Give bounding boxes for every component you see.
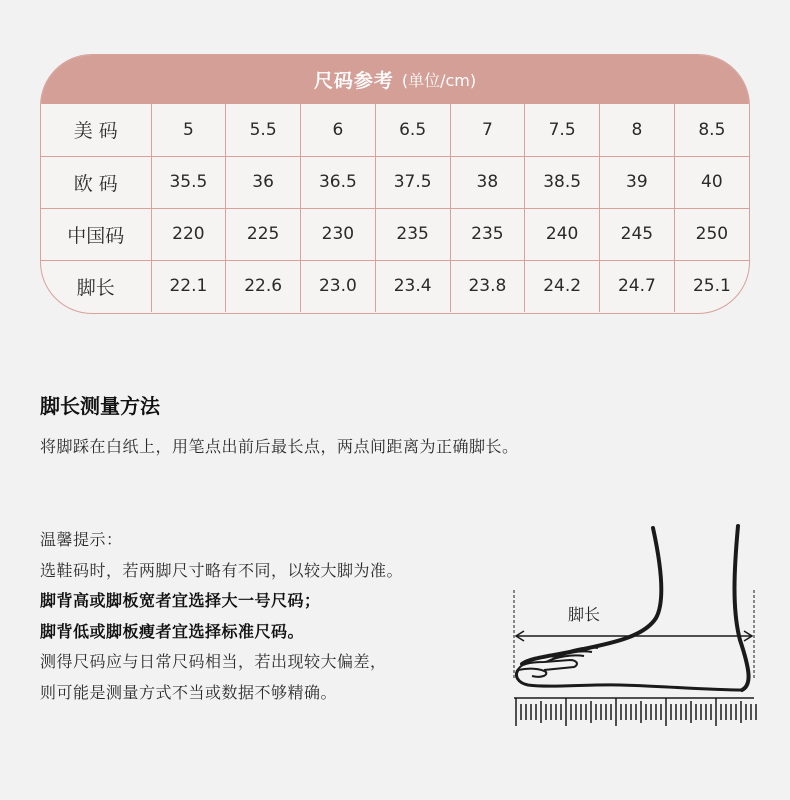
size-chart-unit: (单位/cm) bbox=[401, 71, 477, 90]
tip-line: 则可能是测量方式不当或数据不够精确。 bbox=[40, 682, 338, 702]
table-cell: 7.5 bbox=[525, 104, 600, 156]
table-cell: 22.1 bbox=[151, 260, 226, 312]
tips-block bbox=[40, 525, 403, 708]
table-cell: 8 bbox=[600, 104, 675, 156]
foot-measure-illustration bbox=[510, 520, 760, 735]
table-cell: 24.2 bbox=[525, 260, 600, 312]
table-cell: 23.4 bbox=[375, 260, 450, 312]
size-chart-title: 尺码参考 bbox=[313, 70, 394, 92]
table-cell: 22.6 bbox=[226, 260, 301, 312]
tips-heading: 温馨提示： bbox=[40, 530, 123, 549]
table-cell: 225 bbox=[226, 208, 301, 260]
table-cell: 235 bbox=[450, 208, 525, 260]
table-cell: 35.5 bbox=[151, 156, 226, 208]
table-cell: 6.5 bbox=[375, 104, 450, 156]
table-cell: 7 bbox=[450, 104, 525, 156]
row-label: 中国码 bbox=[41, 208, 151, 260]
table-row bbox=[41, 208, 749, 260]
table-cell: 5 bbox=[151, 104, 226, 156]
table-cell: 38.5 bbox=[525, 156, 600, 208]
table-cell: 235 bbox=[375, 208, 450, 260]
table-cell: 220 bbox=[151, 208, 226, 260]
measure-description: 将脚踩在白纸上，用笔点出前后最长点，两点间距离为正确脚长。 bbox=[40, 437, 519, 456]
foot-icon bbox=[510, 520, 760, 735]
tip-line: 测得尺码应与日常尺码相当，若出现较大偏差， bbox=[40, 652, 387, 671]
size-grid bbox=[41, 104, 749, 312]
tip-line: 脚背低或脚板瘦者宜选择标准尺码。 bbox=[40, 621, 305, 641]
table-cell: 250 bbox=[674, 208, 749, 260]
table-cell: 36 bbox=[226, 156, 301, 208]
table-cell: 8.5 bbox=[674, 104, 749, 156]
table-row bbox=[41, 260, 749, 312]
row-label: 欧 码 bbox=[41, 156, 151, 208]
table-cell: 40 bbox=[674, 156, 749, 208]
size-chart-header bbox=[41, 55, 749, 104]
size-chart-table bbox=[40, 54, 750, 314]
tip-line: 脚背高或脚板宽者宜选择大一号尺码； bbox=[40, 591, 321, 610]
table-cell: 38 bbox=[450, 156, 525, 208]
row-label: 美 码 bbox=[41, 104, 151, 156]
foot-length-label: 脚长 bbox=[568, 605, 601, 624]
table-cell: 6 bbox=[301, 104, 376, 156]
row-label: 脚长 bbox=[41, 260, 151, 312]
table-cell: 37.5 bbox=[375, 156, 450, 208]
table-cell: 39 bbox=[600, 156, 675, 208]
table-row bbox=[41, 156, 749, 208]
table-cell: 23.8 bbox=[450, 260, 525, 312]
table-cell: 25.1 bbox=[692, 276, 731, 297]
table-cell: 230 bbox=[301, 208, 376, 260]
table-cell: 245 bbox=[600, 208, 675, 260]
table-row bbox=[41, 104, 749, 156]
table-cell: 24.7 bbox=[600, 260, 675, 312]
measure-title: 脚长测量方法 bbox=[40, 394, 160, 418]
table-cell: 240 bbox=[525, 208, 600, 260]
table-cell: 5.5 bbox=[226, 104, 301, 156]
table-cell: 36.5 bbox=[301, 156, 376, 208]
table-cell: 23.0 bbox=[301, 260, 376, 312]
tip-line: 选鞋码时，若两脚尺寸略有不同，以较大脚为准。 bbox=[40, 560, 404, 580]
